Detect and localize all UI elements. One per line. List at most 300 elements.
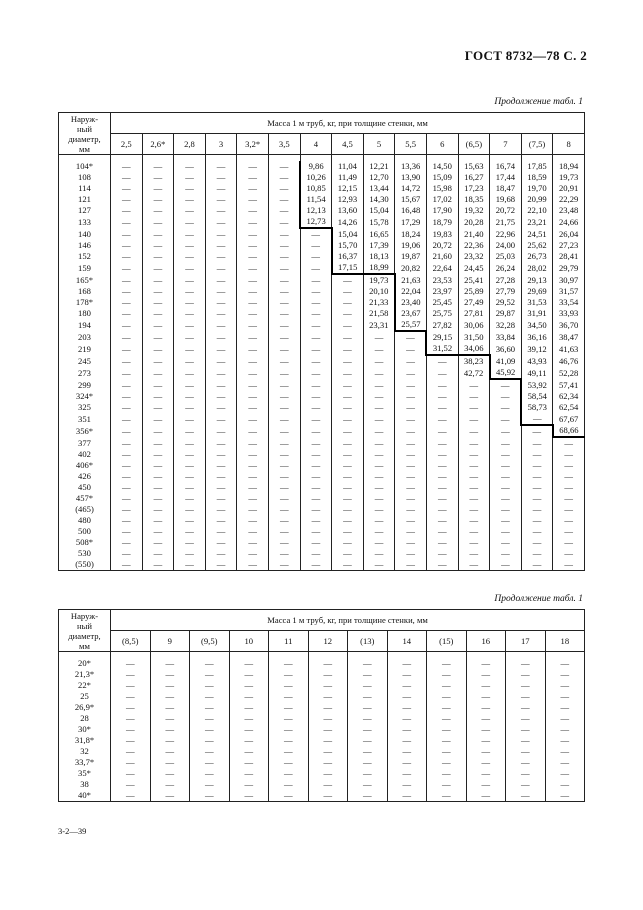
mass-value-cell: — [387,779,427,790]
mass-value-cell: — [426,548,458,559]
mass-value-cell: — [237,228,269,240]
mass-value-cell: 29,13 [521,274,553,286]
mass-value-cell: — [387,669,427,680]
mass-value-cell: 52,28 [553,367,585,379]
outer-diameter-cell: 178* [59,297,111,308]
mass-value-cell: 11,04 [332,161,364,172]
mass-value-cell: — [458,471,490,482]
mass-value-cell: — [268,161,300,172]
mass-value-cell: — [205,319,237,331]
mass-value-cell: — [387,691,427,702]
mass-value-cell: — [553,437,585,449]
mass-value-cell: — [150,713,190,724]
mass-value-cell: — [458,391,490,402]
mass-value-cell: 18,94 [553,161,585,172]
mass-value-cell: — [521,425,553,437]
mass-value-cell: — [205,460,237,471]
mass-value-cell: — [142,537,174,548]
mass-value-cell: 24,66 [553,216,585,228]
mass-value-cell: — [237,205,269,216]
mass-value-cell: — [268,493,300,504]
outer-diameter-cell: (465) [59,504,111,515]
mass-value-cell: — [111,669,151,680]
mass-value-cell: — [268,297,300,308]
mass-value-cell: — [545,746,585,757]
mass-value-cell: — [142,504,174,515]
mass-value-cell: 27,79 [490,286,522,297]
mass-value-cell: — [466,735,506,746]
table-row [59,537,585,548]
mass-value-cell: 18,24 [395,228,427,240]
mass-value-cell: — [427,724,467,735]
mass-value-cell: — [111,402,143,413]
mass-value-cell: — [506,658,546,669]
mass-value-cell: — [174,537,206,548]
mass-value-cell: — [205,262,237,274]
mass-value-cell: — [229,702,269,713]
outer-diameter-cell: 324* [59,391,111,402]
mass-value-cell: 27,82 [426,319,458,331]
mass-value-cell: — [111,680,151,691]
outer-diameter-cell: 121 [59,194,111,205]
mass-value-cell: — [395,437,427,449]
mass-value-cell: — [332,308,364,319]
mass-value-cell: 29,52 [490,297,522,308]
mass-value-cell: — [395,355,427,367]
mass-value-cell: — [268,425,300,437]
mass-value-cell: — [395,413,427,425]
mass-value-cell: — [387,768,427,779]
mass-value-cell: — [142,183,174,194]
table-row [59,757,585,768]
outer-diameter-cell: 140 [59,228,111,240]
table-row [59,172,585,183]
mass-value-cell: — [174,308,206,319]
outer-diameter-cell: 325 [59,402,111,413]
mass-value-cell: — [111,228,143,240]
mass-value-cell: — [205,183,237,194]
mass-value-cell: — [490,425,522,437]
mass-value-cell: 41,63 [553,343,585,355]
mass-value-cell: 25,75 [426,308,458,319]
mass-value-cell: — [174,205,206,216]
mass-value-cell: — [111,286,143,297]
mass-value-cell: — [521,493,553,504]
mass-value-cell: — [205,194,237,205]
mass-value-cell: — [458,449,490,460]
table-row [59,413,585,425]
mass-value-cell: — [308,669,348,680]
mass-value-cell: — [426,391,458,402]
table-row [59,526,585,537]
mass-value-cell: — [300,297,332,308]
mass-value-cell: — [553,460,585,471]
mass-value-cell: — [553,493,585,504]
mass-value-cell: — [111,449,143,460]
mass-value-cell: — [205,515,237,526]
mass-value-cell: 57,41 [553,379,585,391]
mass-value-cell: — [545,713,585,724]
mass-value-cell: 18,59 [521,172,553,183]
mass-value-cell: — [268,319,300,331]
mass-value-cell: 12,21 [363,161,395,172]
mass-value-cell: — [332,537,364,548]
mass-value-cell: 11,49 [332,172,364,183]
mass-value-cell: — [174,515,206,526]
mass-value-cell: 27,28 [490,274,522,286]
mass-value-cell: 36,70 [553,319,585,331]
outer-diameter-cell: 20* [59,658,111,669]
mass-value-cell: — [237,391,269,402]
table-row [59,779,585,790]
mass-value-cell: — [553,482,585,493]
mass-value-cell: — [395,526,427,537]
mass-value-cell: — [458,493,490,504]
table-row [59,437,585,449]
mass-value-cell: — [387,702,427,713]
mass-value-cell: — [174,251,206,262]
mass-value-cell: — [426,559,458,571]
mass-value-cell: — [395,343,427,355]
mass-value-cell: — [332,471,364,482]
mass-value-cell: — [300,274,332,286]
mass-value-cell: — [363,391,395,402]
table-row [59,379,585,391]
mass-value-cell: — [308,691,348,702]
mass-value-cell: — [363,559,395,571]
mass-value-cell: — [387,735,427,746]
mass-value-cell: 25,03 [490,251,522,262]
mass-value-cell: — [150,669,190,680]
mass-value-cell: — [229,669,269,680]
outer-diameter-header: Наруж- ный диаметр, мм [59,610,111,652]
mass-value-cell: — [363,413,395,425]
outer-diameter-cell: 25 [59,691,111,702]
mass-value-cell: — [237,274,269,286]
mass-value-cell: — [174,355,206,367]
mass-value-cell: 38,47 [553,331,585,343]
mass-value-cell: — [426,437,458,449]
mass-value-cell: — [545,658,585,669]
wall-thickness-header: 5 [363,134,395,155]
mass-value-cell: 25,45 [426,297,458,308]
mass-value-cell: — [308,713,348,724]
mass-value-cell: — [553,548,585,559]
mass-value-cell: — [458,537,490,548]
mass-value-cell: 12,73 [300,216,332,228]
mass-value-cell: 19,06 [395,240,427,251]
mass-value-cell: — [395,449,427,460]
mass-value-cell: — [395,402,427,413]
mass-value-cell: — [545,790,585,802]
mass-value-cell: 22,64 [426,262,458,274]
mass-value-cell: — [363,493,395,504]
mass-value-cell: — [205,172,237,183]
mass-value-cell: 17,39 [363,240,395,251]
mass-value-cell: — [237,482,269,493]
outer-diameter-cell: 114 [59,183,111,194]
page-header: ГОСТ 8732—78 С. 2 [464,48,587,63]
mass-value-cell: — [142,437,174,449]
mass-value-cell: — [300,471,332,482]
mass-value-cell: — [237,297,269,308]
mass-value-cell: — [174,504,206,515]
mass-value-cell: — [506,724,546,735]
mass-value-cell: 14,50 [426,161,458,172]
mass-value-cell: — [142,482,174,493]
mass-value-cell: 62,34 [553,391,585,402]
mass-value-cell: — [142,274,174,286]
mass-value-cell: 21,63 [395,274,427,286]
outer-diameter-cell: 159 [59,262,111,274]
mass-value-cell: — [237,262,269,274]
mass-value-cell: — [237,343,269,355]
mass-value-cell: — [458,425,490,437]
mass-value-cell: — [268,526,300,537]
mass-value-cell: — [521,413,553,425]
mass-group-header: Масса 1 м труб, кг, при толщине стенки, мм [111,610,585,631]
mass-value-cell: — [332,482,364,493]
mass-value-cell: — [174,449,206,460]
mass-value-cell: — [150,735,190,746]
mass-value-cell: 23,53 [426,274,458,286]
mass-value-cell: — [268,379,300,391]
mass-value-cell: — [150,658,190,669]
mass-value-cell: — [363,402,395,413]
mass-value-cell: — [205,391,237,402]
mass-value-cell: — [521,559,553,571]
mass-value-cell: 26,24 [490,262,522,274]
mass-group-header: Масса 1 м труб, кг, при толщине стенки, мм [111,113,585,134]
mass-value-cell: — [142,402,174,413]
table-row [59,262,585,274]
mass-value-cell: — [269,790,309,802]
mass-value-cell: 21,40 [458,228,490,240]
mass-value-cell: — [490,379,522,391]
mass-value-cell: — [268,205,300,216]
mass-value-cell: 34,50 [521,319,553,331]
mass-value-cell: — [332,437,364,449]
mass-value-cell: — [506,735,546,746]
outer-diameter-cell: 152 [59,251,111,262]
mass-value-cell: — [332,297,364,308]
mass-value-cell: — [269,724,309,735]
mass-value-cell: — [142,343,174,355]
mass-value-cell: — [466,724,506,735]
mass-value-cell: — [111,331,143,343]
mass-value-cell: 20,28 [458,216,490,228]
mass-value-cell: — [395,537,427,548]
mass-value-cell: — [348,768,388,779]
wall-thickness-header: 5,5 [395,134,427,155]
mass-value-cell: — [111,183,143,194]
mass-value-cell: — [308,779,348,790]
mass-value-cell: — [332,274,364,286]
mass-value-cell: — [142,413,174,425]
mass-value-cell: — [111,460,143,471]
wall-thickness-header: (7,5) [521,134,553,155]
mass-value-cell: — [427,735,467,746]
mass-value-cell: — [142,559,174,571]
mass-value-cell: — [111,262,143,274]
mass-value-cell: 16,65 [363,228,395,240]
mass-value-cell: — [111,746,151,757]
mass-value-cell: 33,54 [553,297,585,308]
mass-value-cell: 19,68 [490,194,522,205]
mass-value-cell: — [300,559,332,571]
mass-value-cell: — [237,319,269,331]
mass-value-cell: 14,26 [332,216,364,228]
mass-value-cell: — [269,702,309,713]
mass-value-cell: — [237,548,269,559]
mass-value-cell: 45,92 [490,367,522,379]
mass-value-cell: — [205,297,237,308]
mass-value-cell: 46,76 [553,355,585,367]
mass-value-cell: 16,74 [490,161,522,172]
outer-diameter-cell: 146 [59,240,111,251]
mass-value-cell: — [363,449,395,460]
mass-value-cell: — [205,493,237,504]
table-row [59,504,585,515]
wall-thickness-header: 16 [466,631,506,652]
mass-value-cell: — [174,413,206,425]
mass-value-cell: — [545,735,585,746]
mass-value-cell: — [205,161,237,172]
mass-value-cell: — [490,526,522,537]
mass-value-cell: — [427,702,467,713]
mass-value-cell: — [308,724,348,735]
mass-value-cell: — [521,548,553,559]
mass-value-cell: — [237,460,269,471]
mass-value-cell: 10,26 [300,172,332,183]
mass-value-cell: — [426,504,458,515]
mass-value-cell: — [111,790,151,802]
mass-value-cell: — [142,251,174,262]
mass-value-cell: — [332,460,364,471]
mass-value-cell: — [426,355,458,367]
wall-thickness-header: 17 [506,631,546,652]
outer-diameter-cell: 203 [59,331,111,343]
mass-value-cell: 31,50 [458,331,490,343]
mass-value-cell: 29,69 [521,286,553,297]
mass-value-cell: 36,60 [490,343,522,355]
mass-value-cell: — [205,274,237,286]
table-row [59,274,585,286]
mass-value-cell: — [387,658,427,669]
mass-value-cell: 12,93 [332,194,364,205]
mass-value-cell: — [269,680,309,691]
mass-value-cell: — [308,702,348,713]
mass-value-cell: — [427,746,467,757]
mass-value-cell: 15,63 [458,161,490,172]
mass-value-cell: 24,51 [521,228,553,240]
mass-value-cell: — [268,367,300,379]
mass-value-cell: — [268,537,300,548]
mass-value-cell: 18,13 [363,251,395,262]
wall-thickness-header: 4,5 [332,134,364,155]
outer-diameter-cell: 21,3* [59,669,111,680]
mass-value-cell: 24,00 [490,240,522,251]
mass-value-cell: — [348,680,388,691]
mass-value-cell: 29,79 [553,262,585,274]
mass-value-cell: — [268,240,300,251]
mass-value-cell: — [237,379,269,391]
mass-value-cell: — [142,161,174,172]
mass-value-cell: — [426,537,458,548]
mass-value-cell: 21,33 [363,297,395,308]
mass-value-cell: — [426,367,458,379]
mass-value-cell: — [490,437,522,449]
mass-value-cell: 62,54 [553,402,585,413]
outer-diameter-cell: 32 [59,746,111,757]
mass-value-cell: — [174,262,206,274]
mass-value-cell: — [545,680,585,691]
mass-table-2 [58,609,585,802]
mass-value-cell: — [237,286,269,297]
mass-value-cell: 32,28 [490,319,522,331]
mass-value-cell: 22,36 [458,240,490,251]
outer-diameter-cell: 245 [59,355,111,367]
table-row [59,319,585,331]
mass-value-cell: — [363,460,395,471]
mass-value-cell: 26,73 [521,251,553,262]
mass-value-cell: — [363,515,395,526]
mass-value-cell: — [174,297,206,308]
outer-diameter-cell: 33,7* [59,757,111,768]
mass-value-cell: — [111,240,143,251]
mass-value-cell: — [269,713,309,724]
outer-diameter-cell: 22* [59,680,111,691]
mass-value-cell: — [150,768,190,779]
mass-value-cell: — [142,216,174,228]
outer-diameter-cell: 457* [59,493,111,504]
mass-value-cell: — [229,790,269,802]
mass-value-cell: 17,02 [426,194,458,205]
table-row [59,735,585,746]
mass-value-cell: — [387,757,427,768]
wall-thickness-header: 4 [300,134,332,155]
mass-value-cell: — [300,228,332,240]
mass-value-cell: — [300,537,332,548]
mass-value-cell: — [150,724,190,735]
table-row [59,482,585,493]
mass-value-cell: — [111,367,143,379]
mass-value-cell: — [268,183,300,194]
mass-value-cell: — [174,331,206,343]
mass-value-cell: — [174,367,206,379]
table-row [59,790,585,802]
mass-value-cell: 31,52 [426,343,458,355]
mass-value-cell: — [363,425,395,437]
table-row [59,194,585,205]
mass-value-cell: 28,41 [553,251,585,262]
mass-value-cell: — [237,425,269,437]
mass-value-cell: — [142,205,174,216]
table-row [59,724,585,735]
mass-value-cell: — [142,379,174,391]
mass-value-cell: — [111,343,143,355]
mass-value-cell: — [363,367,395,379]
mass-value-cell: 13,60 [332,205,364,216]
mass-value-cell: — [190,713,230,724]
mass-value-cell: — [395,367,427,379]
mass-value-cell: — [426,460,458,471]
mass-value-cell: — [553,449,585,460]
mass-value-cell: — [174,343,206,355]
mass-value-cell: — [174,172,206,183]
mass-value-cell: — [205,402,237,413]
mass-value-cell: — [466,713,506,724]
